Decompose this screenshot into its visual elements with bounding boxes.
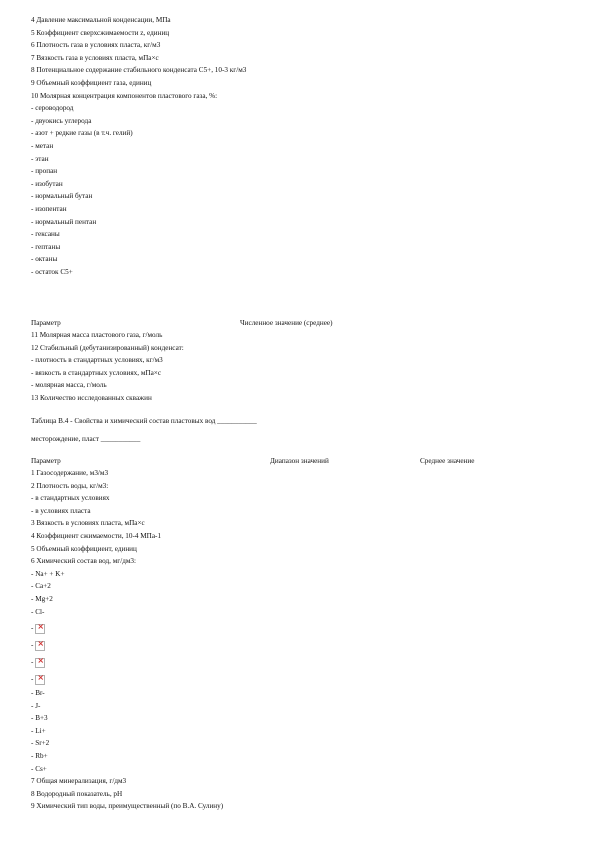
param-header: Параметр: [31, 319, 61, 327]
list-item: 4 Давление максимальной конденсации, МПа: [31, 16, 171, 24]
water-avg-header: Среднее значение: [420, 457, 475, 465]
list-item: - Cs+: [31, 764, 47, 773]
list-item: - этан: [31, 154, 49, 163]
list-item: - Rb+: [31, 751, 48, 760]
ion-dash: -: [31, 657, 34, 666]
list-item: 8 Водородный показатель, pH: [31, 789, 123, 798]
ion-row: [31, 654, 45, 671]
list-item: - нормальный бутан: [31, 192, 93, 201]
water-ion-icon-rows: [31, 620, 45, 688]
list-item: 9 Объемный коэффициент газа, единиц: [31, 78, 152, 87]
list-item: - Cl-: [31, 607, 45, 616]
ion-dash: -: [31, 640, 34, 649]
broken-image-icon: [35, 624, 45, 634]
list-item: - Li+: [31, 726, 46, 735]
list-item: 5 Коэффициент сверхсжимаемости z, единиц: [31, 28, 170, 37]
condensate-properties-list: [31, 332, 184, 408]
list-item: 3 Вязкость в условиях пласта, мПа×с: [31, 519, 145, 528]
list-item: 2 Плотность воды, кг/м3:: [31, 481, 109, 490]
list-item: 7 Вязкость газа в условиях пласта, мПа×с: [31, 53, 159, 62]
list-item: - Ca+2: [31, 582, 51, 591]
list-item: 5 Объемный коэффициент, единиц: [31, 544, 137, 553]
list-item: - вязкость в стандартных условиях, мПа×с: [31, 368, 162, 377]
list-item: - молярная масса, г/моль: [31, 381, 107, 390]
list-item: - в стандартных условиях: [31, 494, 110, 503]
list-item: - гексаны: [31, 230, 60, 239]
list-item: - сероводород: [31, 104, 74, 113]
list-item: 10 Молярная концентрация компонентов пластового газа, %:: [31, 91, 218, 100]
water-properties-list-top: [31, 470, 161, 621]
list-item: - изопентан: [31, 204, 67, 213]
list-item: - нормальный пентан: [31, 217, 97, 226]
list-item: 13 Количество исследованных скважин: [31, 393, 152, 402]
list-item: 1 Газосодержание, м3/м3: [31, 469, 109, 477]
list-item: 6 Плотность газа в условиях пласта, кг/м3: [31, 41, 161, 50]
list-item: - Br-: [31, 689, 45, 697]
list-item: - метан: [31, 141, 54, 150]
ion-row: [31, 637, 45, 654]
list-item: - изобутан: [31, 179, 63, 188]
list-item: 12 Стабильный (дебутанизированный) конденсат:: [31, 343, 184, 352]
ion-row: [31, 620, 45, 637]
list-item: 4 Коэффициент сжимаемости, 10-4 МПа-1: [31, 531, 162, 540]
ion-row: [31, 671, 45, 688]
ion-dash: -: [31, 623, 34, 632]
list-item: - пропан: [31, 167, 58, 176]
broken-image-icon: [35, 658, 45, 668]
list-item: - Mg+2: [31, 594, 53, 603]
list-item: - остаток С5+: [31, 267, 73, 276]
list-item: 6 Химический состав вод, мг/дм3:: [31, 557, 137, 566]
list-item: 9 Химический тип воды, преимущественный (по В.А. Сулину): [31, 802, 224, 811]
list-item: - в условиях пласта: [31, 506, 91, 515]
list-item: - октаны: [31, 255, 58, 264]
water-param-header: Параметр: [31, 457, 61, 465]
list-item: - двуокись углерода: [31, 116, 92, 125]
list-item: 8 Потенциальное содержание стабильного конденсата С5+, 10-3 кг/м3: [31, 66, 247, 75]
list-item: - B+3: [31, 714, 48, 723]
ion-dash: -: [31, 674, 34, 683]
broken-image-icon: [35, 641, 45, 651]
list-item: - гептаны: [31, 242, 61, 251]
broken-image-icon: [35, 675, 45, 685]
value-header: Численное значение (среднее): [240, 319, 333, 327]
gas-properties-list: [31, 17, 246, 281]
list-item: - азот + редкие газы (в т.ч. гелий): [31, 129, 133, 138]
water-range-header: Диапазон значений: [270, 457, 329, 465]
list-item: 7 Общая минерализация, г/дм3: [31, 777, 127, 786]
list-item: 11 Молярная масса пластового газа, г/моль: [31, 331, 163, 339]
list-item: - плотность в стандартных условиях, кг/м3: [31, 356, 163, 365]
water-properties-list-bottom: [31, 690, 223, 816]
list-item: - Sr+2: [31, 739, 50, 748]
field-line: месторождение, пласт ___________: [31, 435, 141, 443]
list-item: - Na+ + K+: [31, 569, 65, 578]
table-title: Таблица В.4 - Свойства и химический состав пластовых вод ___________: [31, 417, 257, 425]
list-item: - J-: [31, 701, 41, 710]
